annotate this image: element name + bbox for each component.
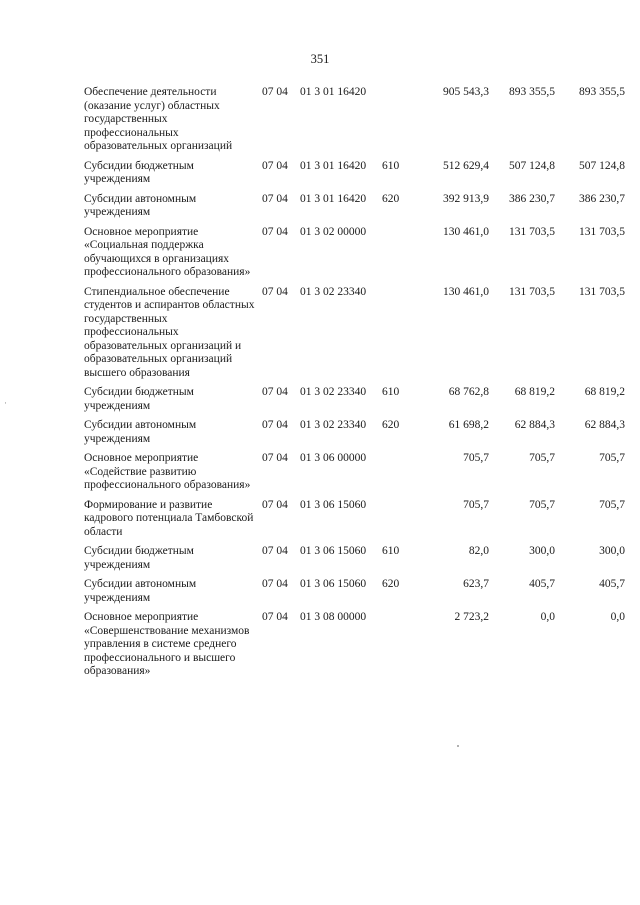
row-amount-year-1: 392 913,9 bbox=[443, 192, 489, 205]
row-amount-year-1: 2 723,2 bbox=[454, 611, 489, 623]
row-amount-year-3: 705,7 bbox=[599, 452, 625, 464]
table-row bbox=[84, 452, 625, 493]
row-target-article: 01 3 02 23340 bbox=[300, 386, 367, 398]
row-name: Формирование и развитие кадрового потенциала Тамбовской области bbox=[84, 498, 254, 538]
table-row bbox=[84, 419, 625, 446]
row-name: Основное мероприятие «Совершенствование механизмов управления в системе среднего профессионального и высшего образования» bbox=[84, 611, 250, 677]
row-expense-type: 620 bbox=[382, 192, 400, 205]
row-amount-year-2: 705,7 bbox=[529, 452, 555, 464]
row-amount-year-1: 623,7 bbox=[463, 578, 489, 590]
row-amount-year-3: 405,7 bbox=[599, 578, 625, 590]
row-amount-year-1: 61 698,2 bbox=[448, 419, 489, 431]
row-section-code: 07 04 bbox=[262, 386, 288, 398]
row-expense-type: 610 bbox=[382, 386, 400, 398]
row-section-code: 07 04 bbox=[262, 225, 288, 238]
table-row bbox=[84, 160, 625, 187]
row-name: Стипендиальное обеспечение студентов и аспирантов областных государственных профессиональных образовательных организаций и образовательных организаций высшего образования bbox=[84, 285, 255, 379]
row-amount-year-2: 705,7 bbox=[529, 498, 555, 511]
row-target-article: 01 3 06 15060 bbox=[300, 498, 367, 511]
row-section-code: 07 04 bbox=[262, 545, 288, 557]
table-row bbox=[84, 193, 625, 220]
row-section-code: 07 04 bbox=[262, 192, 288, 205]
row-name: Субсидии бюджетным учреждениям bbox=[84, 386, 194, 412]
budget-table bbox=[84, 86, 625, 685]
row-amount-year-1: 705,7 bbox=[463, 452, 489, 464]
row-amount-year-1: 130 461,0 bbox=[443, 285, 489, 298]
table-row bbox=[84, 611, 625, 679]
row-amount-year-3: 507 124,8 bbox=[579, 159, 625, 172]
row-section-code: 07 04 bbox=[262, 452, 288, 464]
row-amount-year-3: 705,7 bbox=[599, 498, 625, 511]
table-row bbox=[84, 226, 625, 280]
row-name: Субсидии автономным учреждениям bbox=[84, 192, 197, 218]
row-amount-year-2: 62 884,3 bbox=[514, 419, 555, 431]
row-target-article: 01 3 01 16420 bbox=[300, 159, 367, 172]
row-expense-type: 620 bbox=[382, 419, 400, 431]
row-amount-year-3: 300,0 bbox=[599, 545, 625, 557]
row-name: Субсидии бюджетным учреждениям bbox=[84, 159, 194, 185]
row-amount-year-2: 386 230,7 bbox=[509, 192, 555, 205]
row-amount-year-1: 705,7 bbox=[463, 498, 489, 511]
row-amount-year-3: 62 884,3 bbox=[584, 419, 625, 431]
row-amount-year-1: 512 629,4 bbox=[443, 159, 489, 172]
row-amount-year-3: 386 230,7 bbox=[579, 192, 625, 205]
row-section-code: 07 04 bbox=[262, 285, 288, 298]
row-amount-year-3: 131 703,5 bbox=[579, 285, 625, 298]
row-amount-year-1: 130 461,0 bbox=[443, 225, 489, 238]
row-target-article: 01 3 02 00000 bbox=[300, 225, 367, 238]
page-number: 351 bbox=[310, 52, 330, 66]
row-name: Субсидии бюджетным учреждениям bbox=[84, 545, 194, 571]
table-row bbox=[84, 578, 625, 605]
table-row bbox=[84, 86, 625, 154]
row-name: Основное мероприятие «Социальная поддержка обучающихся в организациях профессионального образования» bbox=[84, 225, 251, 278]
row-amount-year-1: 82,0 bbox=[468, 545, 489, 557]
row-name: Обеспечение деятельности (оказание услуг) областных государственных профессиональных образовательных организаций bbox=[84, 86, 233, 152]
row-amount-year-2: 300,0 bbox=[529, 545, 555, 557]
row-amount-year-3: 68 819,2 bbox=[584, 386, 625, 398]
row-section-code: 07 04 bbox=[262, 419, 288, 431]
row-amount-year-2: 405,7 bbox=[529, 578, 555, 590]
margin-mark: · bbox=[4, 398, 7, 408]
row-expense-type: 610 bbox=[382, 159, 400, 172]
row-target-article: 01 3 06 00000 bbox=[300, 452, 367, 464]
row-target-article: 01 3 08 00000 bbox=[300, 611, 367, 623]
row-amount-year-2: 131 703,5 bbox=[509, 225, 555, 238]
row-target-article: 01 3 02 23340 bbox=[300, 419, 367, 431]
row-amount-year-1: 905 543,3 bbox=[443, 86, 489, 98]
row-amount-year-3: 893 355,5 bbox=[579, 86, 625, 98]
table-row bbox=[84, 545, 625, 572]
table-row bbox=[84, 286, 625, 381]
row-section-code: 07 04 bbox=[262, 86, 288, 98]
row-amount-year-2: 507 124,8 bbox=[509, 159, 555, 172]
row-amount-year-2: 131 703,5 bbox=[509, 285, 555, 298]
table-row bbox=[84, 499, 625, 540]
row-name: Субсидии автономным учреждениям bbox=[84, 578, 197, 604]
row-section-code: 07 04 bbox=[262, 159, 288, 172]
row-name: Субсидии автономным учреждениям bbox=[84, 419, 197, 445]
row-amount-year-3: 131 703,5 bbox=[579, 225, 625, 238]
row-section-code: 07 04 bbox=[262, 498, 288, 511]
row-amount-year-2: 68 819,2 bbox=[514, 386, 555, 398]
table-row bbox=[84, 386, 625, 413]
row-target-article: 01 3 02 23340 bbox=[300, 285, 367, 298]
row-expense-type: 620 bbox=[382, 578, 400, 590]
row-amount-year-2: 0,0 bbox=[540, 611, 555, 623]
row-amount-year-3: 0,0 bbox=[610, 611, 625, 623]
row-target-article: 01 3 01 16420 bbox=[300, 192, 367, 205]
row-section-code: 07 04 bbox=[262, 611, 288, 623]
row-amount-year-1: 68 762,8 bbox=[448, 386, 489, 398]
row-target-article: 01 3 06 15060 bbox=[300, 545, 367, 557]
row-expense-type: 610 bbox=[382, 545, 400, 557]
scan-dot bbox=[457, 745, 459, 747]
row-target-article: 01 3 06 15060 bbox=[300, 578, 367, 590]
row-section-code: 07 04 bbox=[262, 578, 288, 590]
row-target-article: 01 3 01 16420 bbox=[300, 86, 367, 98]
row-amount-year-2: 893 355,5 bbox=[509, 86, 555, 98]
row-name: Основное мероприятие «Содействие развитию профессионального образования» bbox=[84, 452, 251, 491]
